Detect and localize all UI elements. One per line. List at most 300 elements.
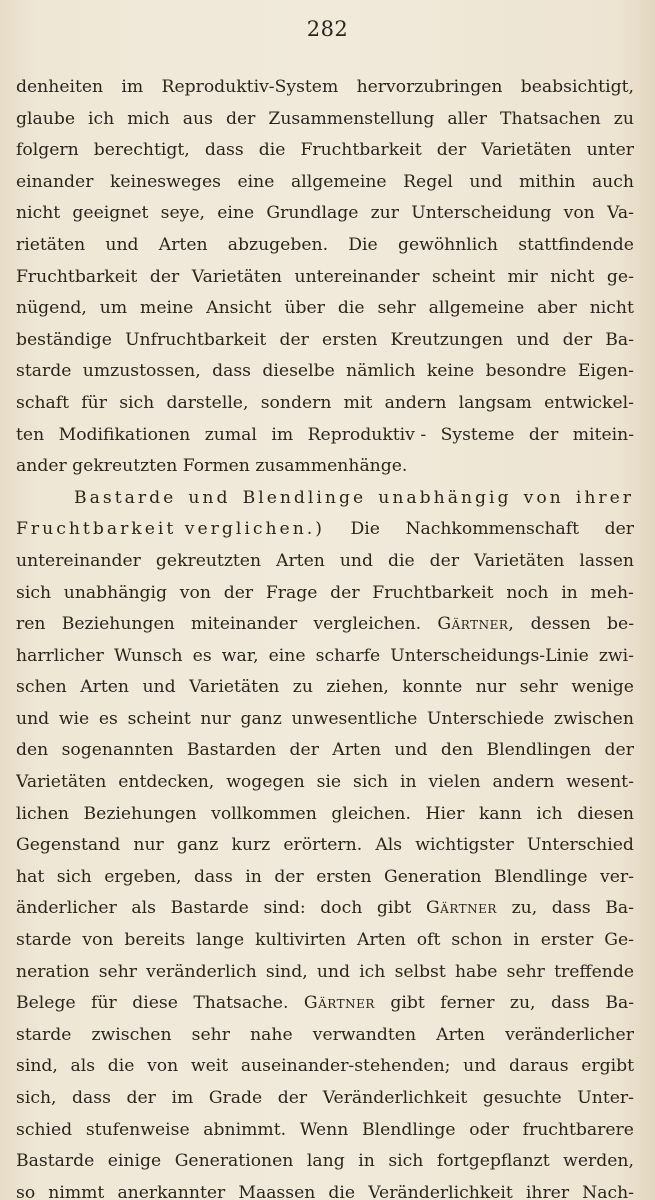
word: sich — [353, 772, 389, 793]
word: Arten — [436, 1024, 485, 1045]
word: fortgepflanzt — [436, 1151, 550, 1172]
word: anerkannter — [117, 1182, 226, 1200]
word: im — [121, 77, 144, 97]
word: Unter- — [577, 1088, 634, 1108]
word: ten — [16, 424, 45, 445]
word: zur — [370, 203, 399, 224]
word: von — [179, 582, 211, 603]
word: und — [469, 171, 503, 192]
word: Als — [375, 835, 403, 856]
word: der — [274, 866, 304, 887]
word: hervorzubringen — [356, 77, 503, 97]
text-line — [16, 641, 634, 673]
word: dessen — [530, 614, 591, 635]
word: und — [188, 487, 231, 508]
text-line — [16, 262, 634, 294]
word: einander — [16, 171, 94, 192]
word: oder — [469, 1119, 509, 1140]
word: Zusammenstellung — [268, 108, 435, 129]
word: entdecken, — [118, 772, 215, 793]
word: scharfe — [315, 645, 381, 666]
word: auseinander-stehenden; — [240, 1056, 451, 1077]
word: starde — [16, 361, 72, 382]
word: von — [82, 930, 114, 951]
word: folgern — [16, 140, 79, 161]
text-line — [16, 104, 634, 136]
word: den — [16, 740, 49, 761]
word: umzustossen, — [82, 361, 201, 382]
word: ergibt — [581, 1056, 634, 1077]
word: seye, — [160, 203, 205, 224]
word: ihrer — [575, 487, 634, 508]
word: Frage — [265, 582, 318, 603]
word: der — [429, 550, 460, 571]
word: dass — [193, 866, 233, 887]
word: Die — [348, 234, 378, 255]
text-line — [16, 925, 634, 957]
text-line — [16, 767, 634, 799]
word: sich, — [16, 1088, 57, 1108]
word: im — [171, 1088, 194, 1108]
word: Die — [350, 519, 380, 540]
word: ersten — [316, 866, 372, 887]
word: abnimmt. — [203, 1119, 287, 1140]
word: Grundlage — [266, 203, 359, 224]
word: Varietäten — [189, 677, 280, 698]
word: und — [339, 550, 373, 571]
word: Ba- — [605, 898, 634, 919]
word: starde — [16, 930, 72, 951]
word: und — [16, 708, 50, 729]
text-line — [16, 420, 634, 452]
text-line — [16, 72, 634, 104]
word: der — [223, 582, 254, 603]
text-line — [16, 230, 634, 262]
word: hat — [16, 866, 45, 887]
word: und — [142, 677, 176, 698]
word: sehr — [191, 1024, 230, 1045]
word: Beziehungen — [61, 614, 175, 635]
word: Unterschiede — [427, 708, 545, 729]
text-line — [16, 135, 634, 167]
word: änderlicher — [16, 898, 117, 919]
word: mir — [507, 266, 538, 287]
word: bereits — [124, 930, 186, 951]
word: ziehen, — [326, 677, 389, 698]
word: dass — [204, 140, 244, 161]
word: lassen — [579, 550, 634, 571]
word: zwischen — [91, 1024, 172, 1045]
word: der — [289, 740, 319, 761]
word: beabsichtigt, — [520, 77, 634, 97]
word: Hier — [425, 803, 465, 824]
word: schen — [16, 677, 67, 698]
word: oft — [416, 930, 441, 951]
word: zu — [292, 677, 313, 698]
section-heading: Fruchtbarkeit verglichen.) — [16, 519, 325, 540]
word: Thatsache. — [193, 993, 289, 1014]
word: sich — [388, 1151, 424, 1172]
word: von — [563, 203, 595, 224]
word: nämlich — [346, 361, 416, 382]
word: schaft — [16, 392, 70, 413]
word: aus — [182, 108, 213, 129]
word: langsam — [458, 392, 532, 413]
word: konnte — [402, 677, 463, 698]
word: nur — [133, 835, 164, 856]
word: und — [463, 1056, 497, 1077]
word: und — [316, 961, 351, 982]
word: noch — [506, 582, 549, 603]
word: Veränderlichkeit — [368, 1182, 513, 1200]
word: und — [516, 329, 550, 350]
word: zumal — [204, 424, 257, 445]
word: rietäten — [16, 234, 86, 255]
word: meine — [140, 298, 194, 319]
word: untereinander — [294, 266, 420, 287]
word: Arten — [332, 740, 382, 761]
word: den — [440, 740, 474, 761]
word: es — [192, 645, 212, 666]
text-line — [16, 862, 634, 894]
text-line — [16, 609, 634, 641]
word: Reproduktiv - — [307, 424, 427, 445]
text-line — [16, 167, 634, 199]
word: Generationen — [174, 1151, 294, 1172]
word: aller — [447, 108, 488, 129]
word: zwi- — [598, 645, 634, 666]
word: der — [149, 266, 180, 287]
text-line — [16, 388, 634, 420]
word: darstelle, — [166, 392, 249, 413]
word: der — [528, 424, 559, 445]
word: sind, — [265, 961, 308, 982]
word: kurz — [231, 835, 271, 856]
word: wenige — [571, 677, 634, 698]
word: Veränderlichkeit — [322, 1088, 468, 1108]
word: keine — [426, 361, 475, 382]
word: sie — [316, 772, 342, 793]
word: Arten — [158, 234, 208, 255]
word: dass — [551, 898, 591, 919]
word: der — [225, 108, 256, 129]
word: nahe — [250, 1024, 293, 1045]
word: Unterscheidungs-Linie — [390, 645, 589, 666]
word: geeignet — [72, 203, 149, 224]
word: sondern — [260, 392, 332, 413]
text-line — [16, 546, 634, 578]
word: Nach- — [582, 1182, 634, 1200]
word: Unterschied — [526, 835, 634, 856]
word: von — [523, 487, 564, 508]
word: in — [399, 772, 417, 793]
word: beständige — [16, 329, 112, 350]
text-line — [16, 1115, 634, 1147]
word: wogegen — [226, 772, 305, 793]
word: keinesweges — [109, 171, 221, 192]
word: andern — [384, 392, 447, 413]
word: Fruchtbarkeit — [16, 266, 138, 287]
word: es — [98, 708, 118, 729]
word: nicht — [589, 298, 634, 319]
word: Generation — [384, 866, 482, 887]
text-line — [16, 514, 634, 546]
word: scheint — [431, 266, 496, 287]
text-line — [16, 672, 634, 704]
word: berechtigt, — [93, 140, 190, 161]
word: Blendlinge — [493, 866, 588, 887]
word: Ba- — [605, 329, 634, 350]
text-line — [16, 578, 634, 610]
word: eine — [268, 645, 306, 666]
word: Bastarde — [16, 1151, 95, 1172]
word: gibt — [390, 993, 425, 1014]
word: in — [245, 866, 262, 887]
word: nur — [475, 677, 507, 698]
word: ge- — [606, 266, 634, 287]
word: wesent- — [566, 772, 634, 793]
word: die — [337, 298, 365, 319]
word: Ge- — [604, 930, 634, 951]
word: Fruchtbarkeit — [372, 582, 494, 603]
word: Varietäten — [481, 140, 572, 161]
word: vielen — [428, 772, 481, 793]
word: Arten — [357, 930, 406, 951]
word: harrlicher — [16, 645, 104, 666]
word: erörtern. — [283, 835, 363, 856]
word: sehr — [377, 298, 416, 319]
word: schied — [16, 1119, 73, 1140]
word: Unterscheidung — [411, 203, 552, 224]
word: veränderlich — [146, 961, 257, 982]
word: sich — [119, 392, 155, 413]
word: allgemeine — [428, 298, 525, 319]
word: um — [99, 298, 128, 319]
word: der — [126, 1088, 156, 1108]
word: sehr — [98, 961, 137, 982]
word: ren — [16, 614, 46, 635]
word: sind, — [16, 1056, 58, 1077]
word: glaube — [16, 108, 75, 129]
text-line — [16, 293, 634, 325]
word: über — [284, 298, 325, 319]
word: Varietäten — [191, 266, 283, 287]
word: ich — [536, 803, 563, 824]
word: Wenn — [299, 1119, 349, 1140]
text-line — [16, 1178, 634, 1200]
word: schon — [451, 930, 503, 951]
word: Gegenstand — [16, 835, 121, 856]
word: abzugeben. — [227, 234, 329, 255]
text-line — [16, 1051, 634, 1083]
word: mitein- — [572, 424, 634, 445]
word: unabhängig — [63, 582, 168, 603]
word: einige — [107, 1151, 162, 1172]
word: lang — [306, 1151, 345, 1172]
word: werden, — [563, 1151, 634, 1172]
word: verwandten — [312, 1024, 417, 1045]
word: eine — [237, 171, 275, 192]
word: Gärtner — [303, 993, 375, 1014]
word: Nachkommenschaft — [405, 519, 580, 540]
word: Beziehungen — [83, 803, 197, 824]
word: gewöhnlich — [397, 234, 498, 255]
word: lichen — [16, 803, 69, 824]
word: und — [394, 740, 428, 761]
word: und — [105, 234, 139, 255]
word: als — [131, 898, 156, 919]
word: stattfindende — [518, 234, 634, 255]
word: der — [604, 740, 634, 761]
word: aber — [537, 298, 577, 319]
word: besondre — [485, 361, 567, 382]
word: so — [16, 1182, 36, 1200]
word: Systeme — [440, 424, 515, 445]
word: in — [513, 930, 530, 951]
text-line: ander gekreutzten Formen zusammenhänge. — [16, 456, 408, 477]
word: daraus — [508, 1056, 569, 1077]
word: fruchtbarere — [522, 1119, 634, 1140]
word: Reproduktiv-System — [161, 77, 339, 97]
word: gibt — [376, 898, 412, 919]
word: Bastarde — [170, 898, 249, 919]
word: nimmt — [48, 1182, 105, 1200]
word: unabhängig — [378, 487, 512, 508]
body-text — [16, 72, 634, 1200]
word: denheiten — [16, 77, 104, 97]
text-line — [16, 988, 634, 1020]
word: dieselbe — [262, 361, 335, 382]
word: auch — [591, 171, 634, 192]
word: zu — [613, 108, 634, 129]
word: Blendlingen — [486, 740, 592, 761]
word: für — [81, 392, 107, 413]
word: ich — [359, 961, 386, 982]
word: unwesentliche — [291, 708, 418, 729]
text-line — [16, 198, 634, 230]
word: die — [387, 550, 415, 571]
word: stufenweise — [85, 1119, 190, 1140]
word: diesen — [577, 803, 634, 824]
word: unter — [586, 140, 634, 161]
word: nügend, — [16, 298, 87, 319]
word: in — [358, 1151, 375, 1172]
word: zu, — [509, 993, 536, 1014]
word: neration — [16, 961, 90, 982]
word: ich — [88, 108, 115, 129]
word: vollkommen — [211, 803, 317, 824]
word: andern — [492, 772, 555, 793]
word: erster — [540, 930, 594, 951]
word: Varietäten — [474, 550, 565, 571]
text-line — [16, 1020, 634, 1052]
word: Unfruchtbarkeit — [125, 329, 267, 350]
word: Thatsachen — [500, 108, 601, 129]
word: die — [328, 1182, 356, 1200]
word: Bastarde — [74, 487, 177, 508]
word: zu, — [511, 898, 538, 919]
word: habe — [454, 961, 498, 982]
word: sogenannten — [61, 740, 174, 761]
word: Gärtner — [425, 898, 497, 919]
word: zwischen — [553, 708, 634, 729]
word: eine — [217, 203, 255, 224]
word: mich — [127, 108, 170, 129]
word: allgemeine — [290, 171, 387, 192]
word: gekreutzten — [155, 550, 262, 571]
text-line — [16, 799, 634, 831]
word: Kreutzungen — [390, 329, 504, 350]
text-line — [16, 893, 634, 925]
text-line — [16, 325, 634, 357]
word: Blendlinge — [361, 1119, 456, 1140]
word: nur — [200, 708, 231, 729]
word: Belege — [16, 993, 76, 1014]
word: als — [70, 1056, 96, 1077]
word: nicht — [16, 203, 61, 224]
word: kann — [479, 803, 522, 824]
word: be- — [607, 614, 634, 635]
word: für — [91, 993, 117, 1014]
word: ihrer — [525, 1182, 570, 1200]
word: sich — [56, 866, 92, 887]
word: sehr — [519, 677, 558, 698]
text-line — [16, 957, 634, 989]
text-line — [16, 1083, 634, 1115]
word: war, — [221, 645, 259, 666]
word: doch — [320, 898, 363, 919]
word: diese — [132, 993, 178, 1014]
word: in — [561, 582, 578, 603]
word: Regel — [403, 171, 453, 192]
text-line — [16, 356, 634, 388]
word: Gärtner, — [437, 614, 515, 635]
word: Varietäten — [16, 772, 107, 793]
word: miteinander — [191, 614, 298, 635]
word: Wunsch — [113, 645, 183, 666]
word: Fruchtbarkeit — [300, 140, 422, 161]
word: sehr — [506, 961, 545, 982]
word: dass — [212, 361, 251, 382]
word: gesuchte — [482, 1088, 562, 1108]
word: der — [604, 519, 634, 540]
word: Eigen- — [577, 361, 634, 382]
word: Grade — [208, 1088, 263, 1108]
word: ver- — [600, 866, 634, 887]
word: kultivirten — [255, 930, 347, 951]
word: wichtigster — [415, 835, 514, 856]
word: die — [258, 140, 286, 161]
word: Ba- — [605, 993, 634, 1014]
word: ganz — [176, 835, 219, 856]
word: der — [436, 140, 467, 161]
word: Bastarden — [186, 740, 277, 761]
word: sich — [16, 582, 52, 603]
text-line — [16, 704, 634, 736]
word: Arten — [276, 550, 325, 571]
word: scheint — [127, 708, 191, 729]
word: der — [279, 329, 309, 350]
word: mit — [343, 392, 373, 413]
word: der — [330, 582, 360, 603]
word: starde — [16, 1024, 72, 1045]
word: vergleichen. — [313, 614, 422, 635]
word: entwickel- — [544, 392, 634, 413]
word: dass — [550, 993, 590, 1014]
word: Maassen — [238, 1182, 316, 1200]
word: wie — [58, 708, 90, 729]
word: sind: — [263, 898, 306, 919]
